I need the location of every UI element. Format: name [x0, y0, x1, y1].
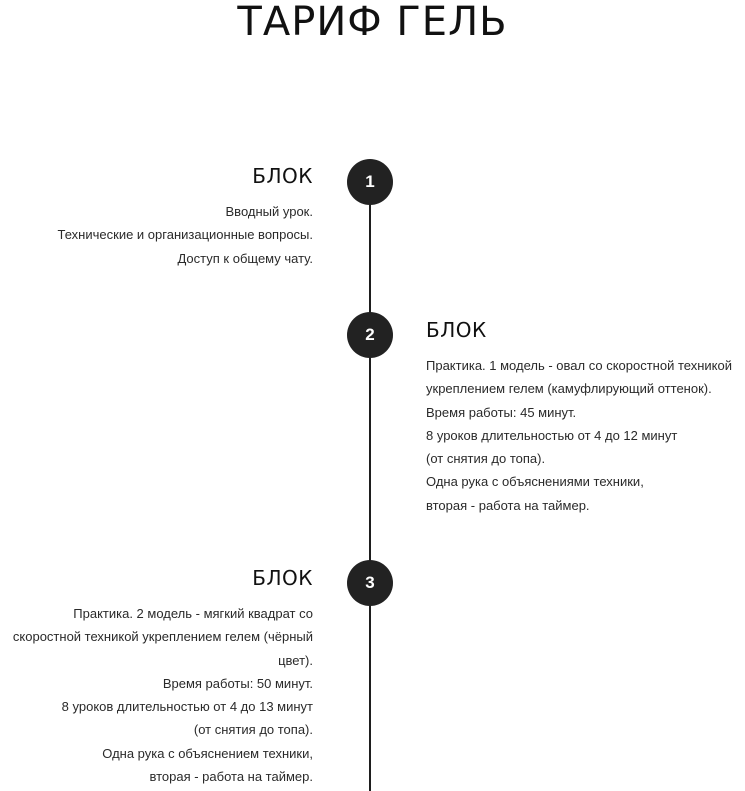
block-3-title: БЛОК: [252, 566, 313, 590]
block-1-text: Вводный урок. Технические и организационные вопросы. Доступ к общему чату.: [57, 204, 313, 266]
block-3-text: Практика. 2 модель - мягкий квадрат со скоростной техникой укреплением гелем (чёрный цвет). Время работы: 50 минут. 8 уроков длительностью от 4 до 13 минут (от снятия до топа). Одна рука с объяснением техники, вторая - работа на таймер.: [12, 606, 313, 785]
block-3: [0, 566, 313, 788]
step-number-2: 2: [347, 312, 393, 358]
block-2-title: БЛОК: [426, 318, 487, 342]
block-1-title: БЛОК: [252, 164, 313, 188]
step-number-3: 3: [347, 560, 393, 606]
step-number-1: 1: [347, 159, 393, 205]
timeline-line: [369, 182, 371, 791]
page-title: ТАРИФ ГЕЛЬ: [237, 0, 508, 45]
block-1: [0, 164, 313, 270]
block-2: [426, 318, 745, 517]
block-2-text: Практика. 1 модель - овал со скоростной техникой укреплением гелем (камуфлирующий оттенок). Время работы: 45 минут. 8 уроков длительностью от 4 до 12 минут (от снятия до топа). Одна рука с объяснениями техники, вторая - работа на таймер.: [426, 358, 732, 513]
